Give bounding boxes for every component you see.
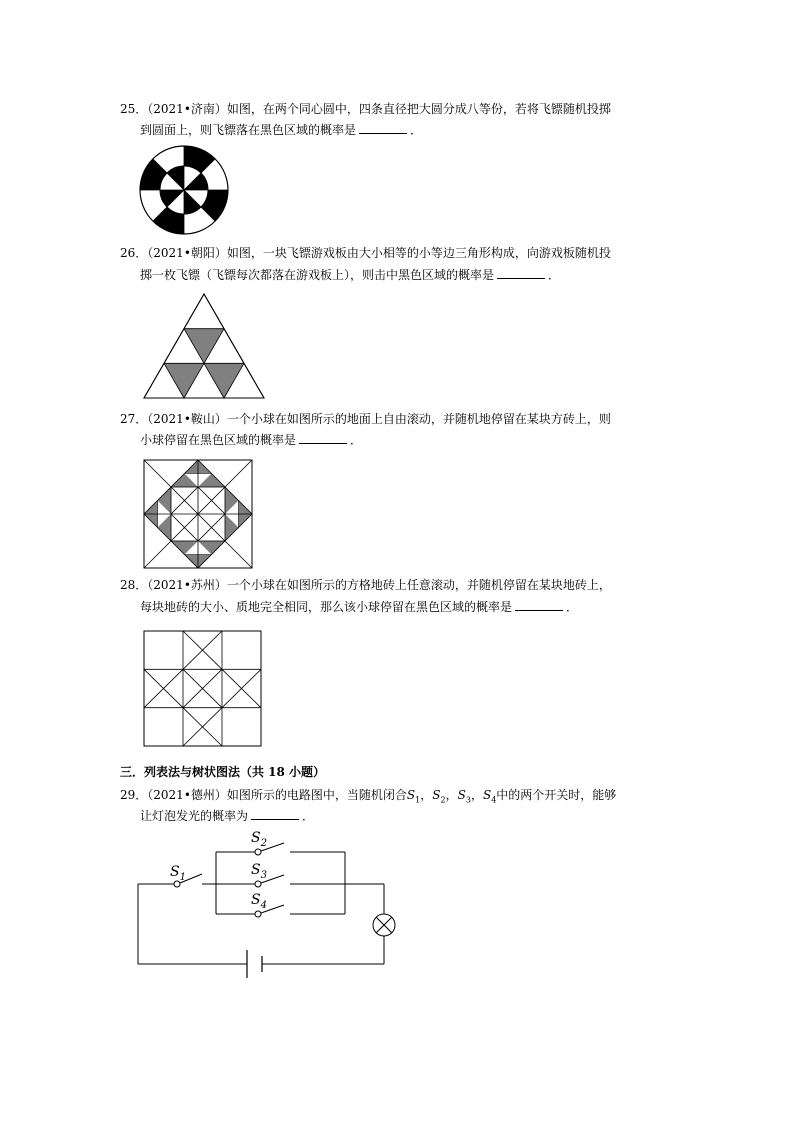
q26-text2: 掷一枚飞镖（飞镖每次都落在游戏板上），则击中黑色区域的概率是 (140, 268, 495, 282)
q25-source: （2021•济南） (147, 102, 227, 116)
q28-answer-blank (515, 600, 563, 611)
s2-label: $S_2$ (251, 830, 267, 849)
q28-text2: 每块地砖的大小、质地完全相同，那么该小球停留在黑色区域的概率是 (140, 600, 513, 614)
q29-text1b: 中的两个开关时，能够 (496, 788, 617, 802)
q29-line2: 让灯泡发光的概率为 ． (140, 809, 315, 823)
section-heading: 三．列表法与树状图法（共 18 小题） (120, 765, 326, 779)
q27-source: （2021•鞍山） (147, 412, 227, 426)
q25-text2: 到圆面上，则飞镖落在黑色区域的概率是 (140, 123, 357, 137)
q28-grid-tiles-figure (143, 630, 263, 748)
q29-answer-blank (251, 809, 299, 820)
q25-line2: 到圆面上，则飞镖落在黑色区域的概率是 ． (140, 123, 423, 137)
q28-source: （2021•苏州） (147, 578, 227, 592)
q29-circuit-diagram-figure (130, 826, 400, 986)
q28-line1 (120, 577, 611, 593)
q27-tile-floor-figure (142, 458, 254, 570)
q26-number: 26． (120, 246, 148, 260)
q26-triangle-board-figure (140, 290, 268, 402)
q27-text1: 一个小球在如图所示的地面上自由滚动，并随机地停留在某块方砖上，则 (226, 412, 611, 426)
q27-text2: 小球停留在黑色区域的概率是 (140, 433, 297, 447)
q26-source: （2021•朝阳） (147, 246, 227, 260)
q28-text1: 一个小球在如图所示的方格地砖上任意滚动，并随机停留在某块地砖上， (226, 578, 611, 592)
q27-line2: 小球停留在黑色区域的概率是 ． (140, 433, 363, 447)
q29-number: 29． (120, 788, 148, 802)
q25-concentric-circles-figure (136, 142, 232, 238)
q26-line2: 掷一枚飞镖（飞镖每次都落在游戏板上），则击中黑色区域的概率是 ． (140, 268, 561, 282)
q29-text1a: 如图所示的电路图中，当随机闭合 (226, 788, 407, 802)
s1-label: $S_1$ (170, 864, 186, 883)
q29-line1: 29．（2021•德州）如图所示的电路图中，当随机闭合$S_1$，$S_2$，$S_3$，$S_4$中的两个开关时，能够 (120, 788, 617, 805)
q25-line1 (120, 101, 611, 117)
s4-label: $S_4$ (251, 892, 267, 911)
q26-answer-blank (497, 268, 545, 279)
q29-source: （2021•德州） (147, 788, 227, 802)
q27-answer-blank (299, 433, 347, 444)
q27-number: 27． (120, 412, 148, 426)
s3-label: $S_3$ (251, 862, 267, 881)
q28-line2: 每块地砖的大小、质地完全相同，那么该小球停留在黑色区域的概率是 ． (140, 600, 579, 614)
q26-text1: 如图，一块飞镖游戏板由大小相等的小等边三角形构成，向游戏板随机投 (226, 246, 611, 260)
q28-number: 28． (120, 578, 148, 592)
q27-line1 (120, 411, 611, 427)
q25-number: 25． (120, 102, 148, 116)
q26-line1 (120, 245, 611, 261)
q29-text2: 让灯泡发光的概率为 (140, 809, 249, 823)
q25-answer-blank (359, 123, 407, 134)
q25-text1: 如图，在两个同心圆中，四条直径把大圆分成八等份，若将飞镖随机投掷 (226, 102, 611, 116)
